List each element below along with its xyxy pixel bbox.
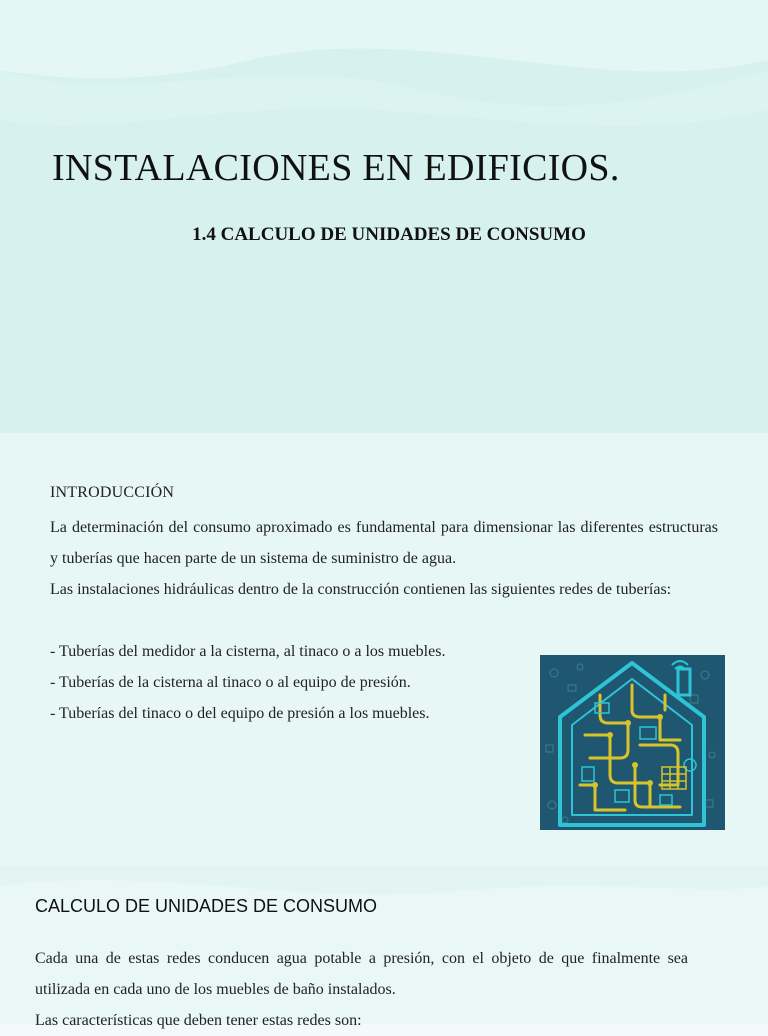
- smart-house-pipes-illustration: [540, 655, 725, 830]
- intro-paragraph-1: La determinación del consumo aproximado es fundamental para dimensionar las diferentes estructuras y tuberías que hacen parte de un sistema de suministro de agua.: [50, 519, 718, 567]
- list-item: - Tuberías del tinaco o del equipo de presión a los muebles.: [50, 705, 430, 722]
- calculation-paragraph-1: Cada una de estas redes conducen agua potable a presión, con el objeto de que finalmente sea utilizada en cada uno de los muebles de baño instalados.: [35, 950, 688, 998]
- title-slide: [0, 0, 768, 433]
- intro-paragraph-2: Las instalaciones hidráulicas dentro de la construcción contienen las siguientes redes de tuberías:: [50, 581, 672, 598]
- calculation-paragraph-2: Las características que deben tener estas redes son:: [35, 1012, 362, 1029]
- list-item: - Tuberías de la cisterna al tinaco o al equipo de presión.: [50, 674, 411, 691]
- intro-heading: INTRODUCCIÓN: [50, 484, 175, 501]
- background-wave: [0, 0, 768, 433]
- page-title: INSTALACIONES EN EDIFICIOS.: [52, 147, 620, 189]
- list-item: - Tuberías del medidor a la cisterna, al tinaco o a los muebles.: [50, 643, 446, 660]
- page-subtitle: 1.4 CALCULO DE UNIDADES DE CONSUMO: [192, 224, 586, 245]
- pipe-network-list: [50, 636, 445, 729]
- section-title: CALCULO DE UNIDADES DE CONSUMO: [35, 896, 378, 916]
